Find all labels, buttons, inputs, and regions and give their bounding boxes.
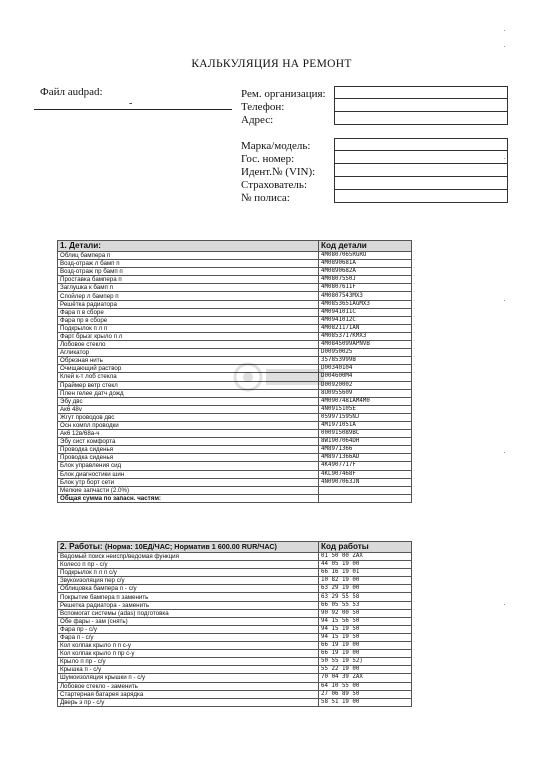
part-code: 4KL907468F	[319, 470, 412, 478]
part-row	[58, 300, 412, 308]
plate-field[interactable]	[334, 151, 508, 164]
work-name: Обе фары - зам (снять)	[58, 617, 319, 625]
file-underline	[34, 109, 232, 110]
part-row	[58, 430, 412, 438]
part-row	[58, 308, 412, 316]
part-code: 4M0821171AN	[319, 324, 412, 332]
part-name: Агликатор	[58, 349, 319, 357]
insured-field[interactable]	[334, 177, 508, 190]
part-row	[58, 276, 412, 284]
work-row	[58, 666, 412, 674]
parts-header-row	[58, 241, 412, 252]
work-code: 66 05 55 53	[319, 601, 412, 609]
part-name: Мелкие запчасти (2.0%)	[58, 486, 319, 494]
work-name: Ведомый поиск неиспр/ведомая функция	[58, 553, 319, 561]
part-row	[58, 446, 412, 454]
work-row	[58, 674, 412, 682]
part-row	[58, 478, 412, 486]
work-name: Стартерная батарея зарядка	[58, 690, 319, 698]
part-name: Проводка сиденья	[58, 446, 319, 454]
address-field[interactable]	[334, 112, 508, 125]
parts-total-value	[319, 494, 412, 502]
work-code: 66 19 19 00	[319, 642, 412, 650]
work-name: Покрытие бампера п заменить	[58, 593, 319, 601]
work-name: Крышка п - с/у	[58, 666, 319, 674]
parts-total-label: Общая сумма по запасн. частям:	[58, 494, 319, 502]
repair-org-label: Рем. организация:	[241, 88, 326, 100]
work-name: Кол колпак крыло п пр с-у	[58, 650, 319, 658]
work-code: 94 15 56 50	[319, 617, 412, 625]
part-code: 4N0907063JN	[319, 478, 412, 486]
part-code: 8U0955609	[319, 389, 412, 397]
part-row	[58, 252, 412, 260]
part-name: Праймер ветр стекл	[58, 381, 319, 389]
plate-label: Гос. номер:	[241, 153, 295, 165]
file-label: Файл audpad:	[40, 86, 103, 98]
part-code: 4M0807065RGRU	[319, 252, 412, 260]
work-name: Вспомогат системы (adas) подготовка	[58, 609, 319, 617]
work-name: Шумоизоляция крышки п - с/у	[58, 674, 319, 682]
part-name: Возд-отраж л бамп п	[58, 260, 319, 268]
work-row	[58, 593, 412, 601]
phone-field[interactable]	[334, 99, 508, 112]
part-row	[58, 470, 412, 478]
work-row	[58, 642, 412, 650]
part-code	[319, 486, 412, 494]
part-code: 4M8971366	[319, 446, 412, 454]
work-name: Крыло п пр - с/у	[58, 658, 319, 666]
part-row	[58, 324, 412, 332]
policy-label: № полиса:	[241, 192, 290, 204]
address-label: Адрес:	[241, 114, 274, 126]
work-code: 90 92 00 50	[319, 609, 412, 617]
work-row	[58, 585, 412, 593]
part-code: 4M0890681A	[319, 260, 412, 268]
part-row	[58, 438, 412, 446]
policy-field[interactable]	[334, 190, 508, 203]
work-row	[58, 682, 412, 690]
part-code: D00340104	[319, 365, 412, 373]
work-row	[58, 569, 412, 577]
parts-total-row	[58, 494, 412, 502]
work-name: Облицовка бампера п - с/у	[58, 585, 319, 593]
work-row	[58, 601, 412, 609]
part-name: Проводка сиденья	[58, 454, 319, 462]
work-name: Звукоизоляция пер с/у	[58, 577, 319, 585]
part-code: 357853999B	[319, 357, 412, 365]
work-code: 64 10 55 00	[319, 682, 412, 690]
part-name: Возд-отраж пр бамп п	[58, 268, 319, 276]
work-name: Решетка радиатора - заменить	[58, 601, 319, 609]
work-name: Лобовое стекло - заменить	[58, 682, 319, 690]
part-name: Спойлер л бампер п	[58, 292, 319, 300]
part-row	[58, 462, 412, 470]
part-name: Плен гелее датч дожд	[58, 389, 319, 397]
work-row	[58, 625, 412, 633]
work-row	[58, 609, 412, 617]
work-row	[58, 690, 412, 698]
part-row	[58, 284, 412, 292]
work-name: Фара п - с/у	[58, 633, 319, 641]
work-row	[58, 553, 412, 561]
work-name: Дверь э пр - с/у	[58, 698, 319, 706]
part-row	[58, 316, 412, 324]
page-title: КАЛЬКУЛЯЦИЯ НА РЕМОНТ	[191, 58, 352, 70]
phone-label: Телефон:	[241, 101, 285, 113]
file-value: -	[129, 98, 133, 109]
work-name: Фара пр - с/у	[58, 625, 319, 633]
works-header-title: 2. Работы:	[60, 542, 103, 551]
part-code: D00950025	[319, 349, 412, 357]
part-code: 059971595NJ	[319, 413, 412, 421]
work-code: 01 50 00 ZAX	[319, 553, 412, 561]
work-row	[58, 650, 412, 658]
work-row	[58, 633, 412, 641]
work-name: Колесо п пр - с/у	[58, 561, 319, 569]
part-name: Клей к-т лоб стекла	[58, 373, 319, 381]
part-name: Эбу сист комфорта	[58, 438, 319, 446]
part-row	[58, 454, 412, 462]
part-row	[58, 486, 412, 494]
make-model-label: Марка/модель:	[241, 140, 311, 152]
part-name: Ак6 12в/68а-ч	[58, 430, 319, 438]
part-code: 4N0915105E	[319, 405, 412, 413]
part-code: 4M0853717KMX3	[319, 332, 412, 340]
works-table	[57, 541, 412, 707]
part-row	[58, 260, 412, 268]
work-code: 66 19 19 00	[319, 650, 412, 658]
part-name: Обрезная нить	[58, 357, 319, 365]
vin-field[interactable]	[334, 164, 508, 177]
work-row	[58, 577, 412, 585]
part-name: Осн компл проводки	[58, 421, 319, 429]
part-code: D004600M4	[319, 373, 412, 381]
part-name: Жгут проводов двс	[58, 413, 319, 421]
repair-org-field[interactable]	[334, 86, 508, 99]
work-code: 63 29 55 58	[319, 593, 412, 601]
part-code: 4M0941011C	[319, 308, 412, 316]
part-name: Очищающий раствор	[58, 365, 319, 373]
work-code: 55 22 19 00	[319, 666, 412, 674]
part-name: Блок утр борт сети	[58, 478, 319, 486]
work-name: Кол колпак крыло п п с-у	[58, 642, 319, 650]
work-row	[58, 617, 412, 625]
work-code: 10 82 19 00	[319, 577, 412, 585]
vin-label: Идент.№ (VIN):	[241, 166, 316, 178]
part-row	[58, 341, 412, 349]
part-code: 4M8971366AD	[319, 454, 412, 462]
work-code: 66 16 19 01	[319, 569, 412, 577]
work-code: 58 51 19 00	[319, 698, 412, 706]
work-code: 44 05 19 00	[319, 561, 412, 569]
part-name: Подкрылок п л п	[58, 324, 319, 332]
part-name: Заглушка к бамп п	[58, 284, 319, 292]
part-code: 4M0890682A	[319, 268, 412, 276]
part-code: 4M0807611F	[319, 284, 412, 292]
work-code: 27 06 89 50	[319, 690, 412, 698]
works-header	[58, 542, 319, 553]
part-code: 4M0845099APNVB	[319, 341, 412, 349]
parts-header: 1. Детали:	[58, 241, 319, 252]
watermark-logo	[232, 355, 328, 399]
part-name: Блок диагностики шин	[58, 470, 319, 478]
part-name: Облиц бампера п	[58, 252, 319, 260]
part-code: 4M0807543MX3	[319, 292, 412, 300]
part-name: Фара пр в сборе	[58, 316, 319, 324]
work-row	[58, 561, 412, 569]
part-name: Проставка бампера п	[58, 276, 319, 284]
part-row	[58, 405, 412, 413]
part-name: Фарт брызг крыло п л	[58, 332, 319, 340]
part-code: 000915089BC	[319, 430, 412, 438]
work-code: 63 29 19 00	[319, 585, 412, 593]
work-row	[58, 698, 412, 706]
work-code: 94 15 19 50	[319, 625, 412, 633]
work-code: 70 04 39 ZAX	[319, 674, 412, 682]
work-code-header: Код работы	[319, 542, 412, 553]
part-name: Лобовое стекло	[58, 341, 319, 349]
part-row	[58, 268, 412, 276]
part-code: 4M0907481AM4M0	[319, 397, 412, 405]
make-model-field[interactable]	[334, 138, 508, 151]
work-name: Подкрылок п л п с/у	[58, 569, 319, 577]
works-norm-note: (Норма: 10ЕД/ЧАС; Норматив 1 600.00 RUR/ЧАС)	[104, 542, 277, 551]
part-row	[58, 332, 412, 340]
part-code: D00920002	[319, 381, 412, 389]
part-name: Ак6 48v	[58, 405, 319, 413]
part-code: 4M0807550J	[319, 276, 412, 284]
works-header-row	[58, 542, 412, 553]
part-code-header: Код детали	[319, 241, 412, 252]
part-code: 4M0853651AGMX3	[319, 300, 412, 308]
part-code: 4M1971051A	[319, 421, 412, 429]
part-name: Эбу двс	[58, 397, 319, 405]
part-name: Решётка радиатора	[58, 300, 319, 308]
part-code: 4K4907717F	[319, 462, 412, 470]
part-row	[58, 413, 412, 421]
part-name: Фара п в сборе	[58, 308, 319, 316]
part-row	[58, 421, 412, 429]
work-row	[58, 658, 412, 666]
work-code: 94 15 19 50	[319, 633, 412, 641]
part-row	[58, 292, 412, 300]
part-code: 8W1907064DH	[319, 438, 412, 446]
part-code: 4M0941012C	[319, 316, 412, 324]
work-code: 50 55 19 52)	[319, 658, 412, 666]
part-name: Блок управления сид	[58, 462, 319, 470]
insured-label: Страхователь:	[241, 179, 307, 191]
